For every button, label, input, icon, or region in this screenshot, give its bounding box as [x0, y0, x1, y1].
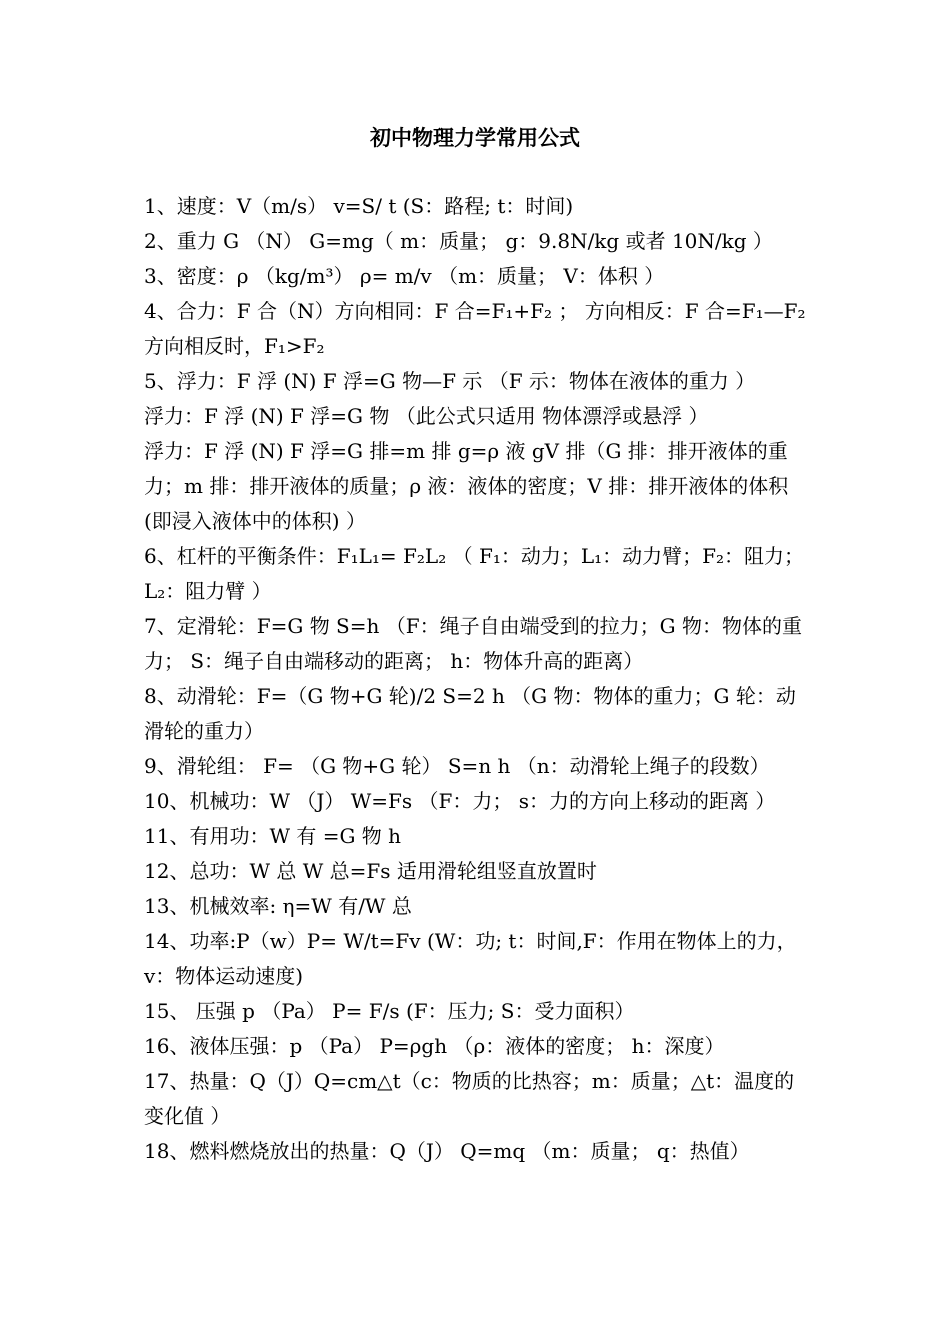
formula-useful-work: 11、有用功：W 有 =G 物 h — [144, 824, 402, 848]
formula-movable-pulley: 8、动滑轮：F=（G 物+G 轮)/2 S=2 h （G 物：物体的重力；G 轮：动滑轮的重力） — [144, 684, 796, 743]
formula-velocity: 1、速度：V（m/s） v=S/ t (S：路程; t：时间) — [144, 194, 574, 218]
formula-density: 3、密度：ρ （kg/m³） ρ= m/v （m：质量； V：体积 ） — [144, 264, 665, 288]
formula-pressure: 15、 压强 p （Pa） P= F/s (F：压力; S：受力面积） — [144, 999, 635, 1023]
formula-list — [144, 189, 812, 1169]
formula-fuel-heat: 18、燃料燃烧放出的热量：Q（J） Q=mq （m：质量； q：热值） — [144, 1139, 750, 1163]
formula-buoyancy-weighing: 5、浮力：F 浮 (N) F 浮=G 物—F 示 （F 示：物体在液体的重力 ） — [144, 369, 756, 393]
formula-buoyancy-archimedes: 浮力：F 浮 (N) F 浮=G 排=m 排 g=ρ 液 gV 排（G 排：排开液体的重力；m 排：排开液体的质量；ρ 液：液体的密度；V 排：排开液体的体积 (即浸入液体中的体积) ） — [144, 439, 789, 533]
formula-efficiency: 13、机械效率: η=W 有/W 总 — [144, 894, 412, 918]
formula-power: 14、功率:P（w）P= W/t=Fv (W：功; t：时间,F：作用在物体上的力，v：物体运动速度) — [144, 929, 797, 988]
formula-fixed-pulley: 7、定滑轮：F=G 物 S=h （F：绳子自由端受到的拉力；G 物：物体的重力； S：绳子自由端移动的距离； h：物体升高的距离） — [144, 614, 802, 673]
formula-heat: 17、热量：Q（J）Q=cm△t（c：物质的比热容；m：质量；△t：温度的变化值 ） — [144, 1069, 795, 1128]
formula-pulley-block: 9、滑轮组： F= （G 物+G 轮） S=n h （n：动滑轮上绳子的段数） — [144, 754, 770, 778]
document-title: 初中物理力学常用公式 — [370, 125, 580, 150]
formula-lever: 6、杠杆的平衡条件：F₁L₁= F₂L₂ （ F₁：动力；L₁：动力臂；F₂：阻力；L₂：阻力臂 ） — [144, 544, 805, 603]
formula-resultant-force: 4、合力：F 合（N）方向相同：F 合=F₁+F₂ ； 方向相反：F 合=F₁—F₂ 方向相反时，F₁>F₂ — [144, 299, 806, 358]
formula-total-work: 12、总功：W 总 W 总=Fs 适用滑轮组竖直放置时 — [144, 859, 597, 883]
formula-gravity: 2、重力 G （N） G=mg（ m：质量； g：9.8N/kg 或者 10N/kg ） — [144, 229, 773, 253]
formula-liquid-pressure: 16、液体压强：p （Pa） P=ρgh （ρ：液体的密度； h：深度） — [144, 1034, 725, 1058]
formula-buoyancy-floating: 浮力：F 浮 (N) F 浮=G 物 （此公式只适用 物体漂浮或悬浮 ） — [144, 404, 709, 428]
formula-mechanical-work: 10、机械功：W （J） W=Fs （F：力； s：力的方向上移动的距离 ） — [144, 789, 776, 813]
